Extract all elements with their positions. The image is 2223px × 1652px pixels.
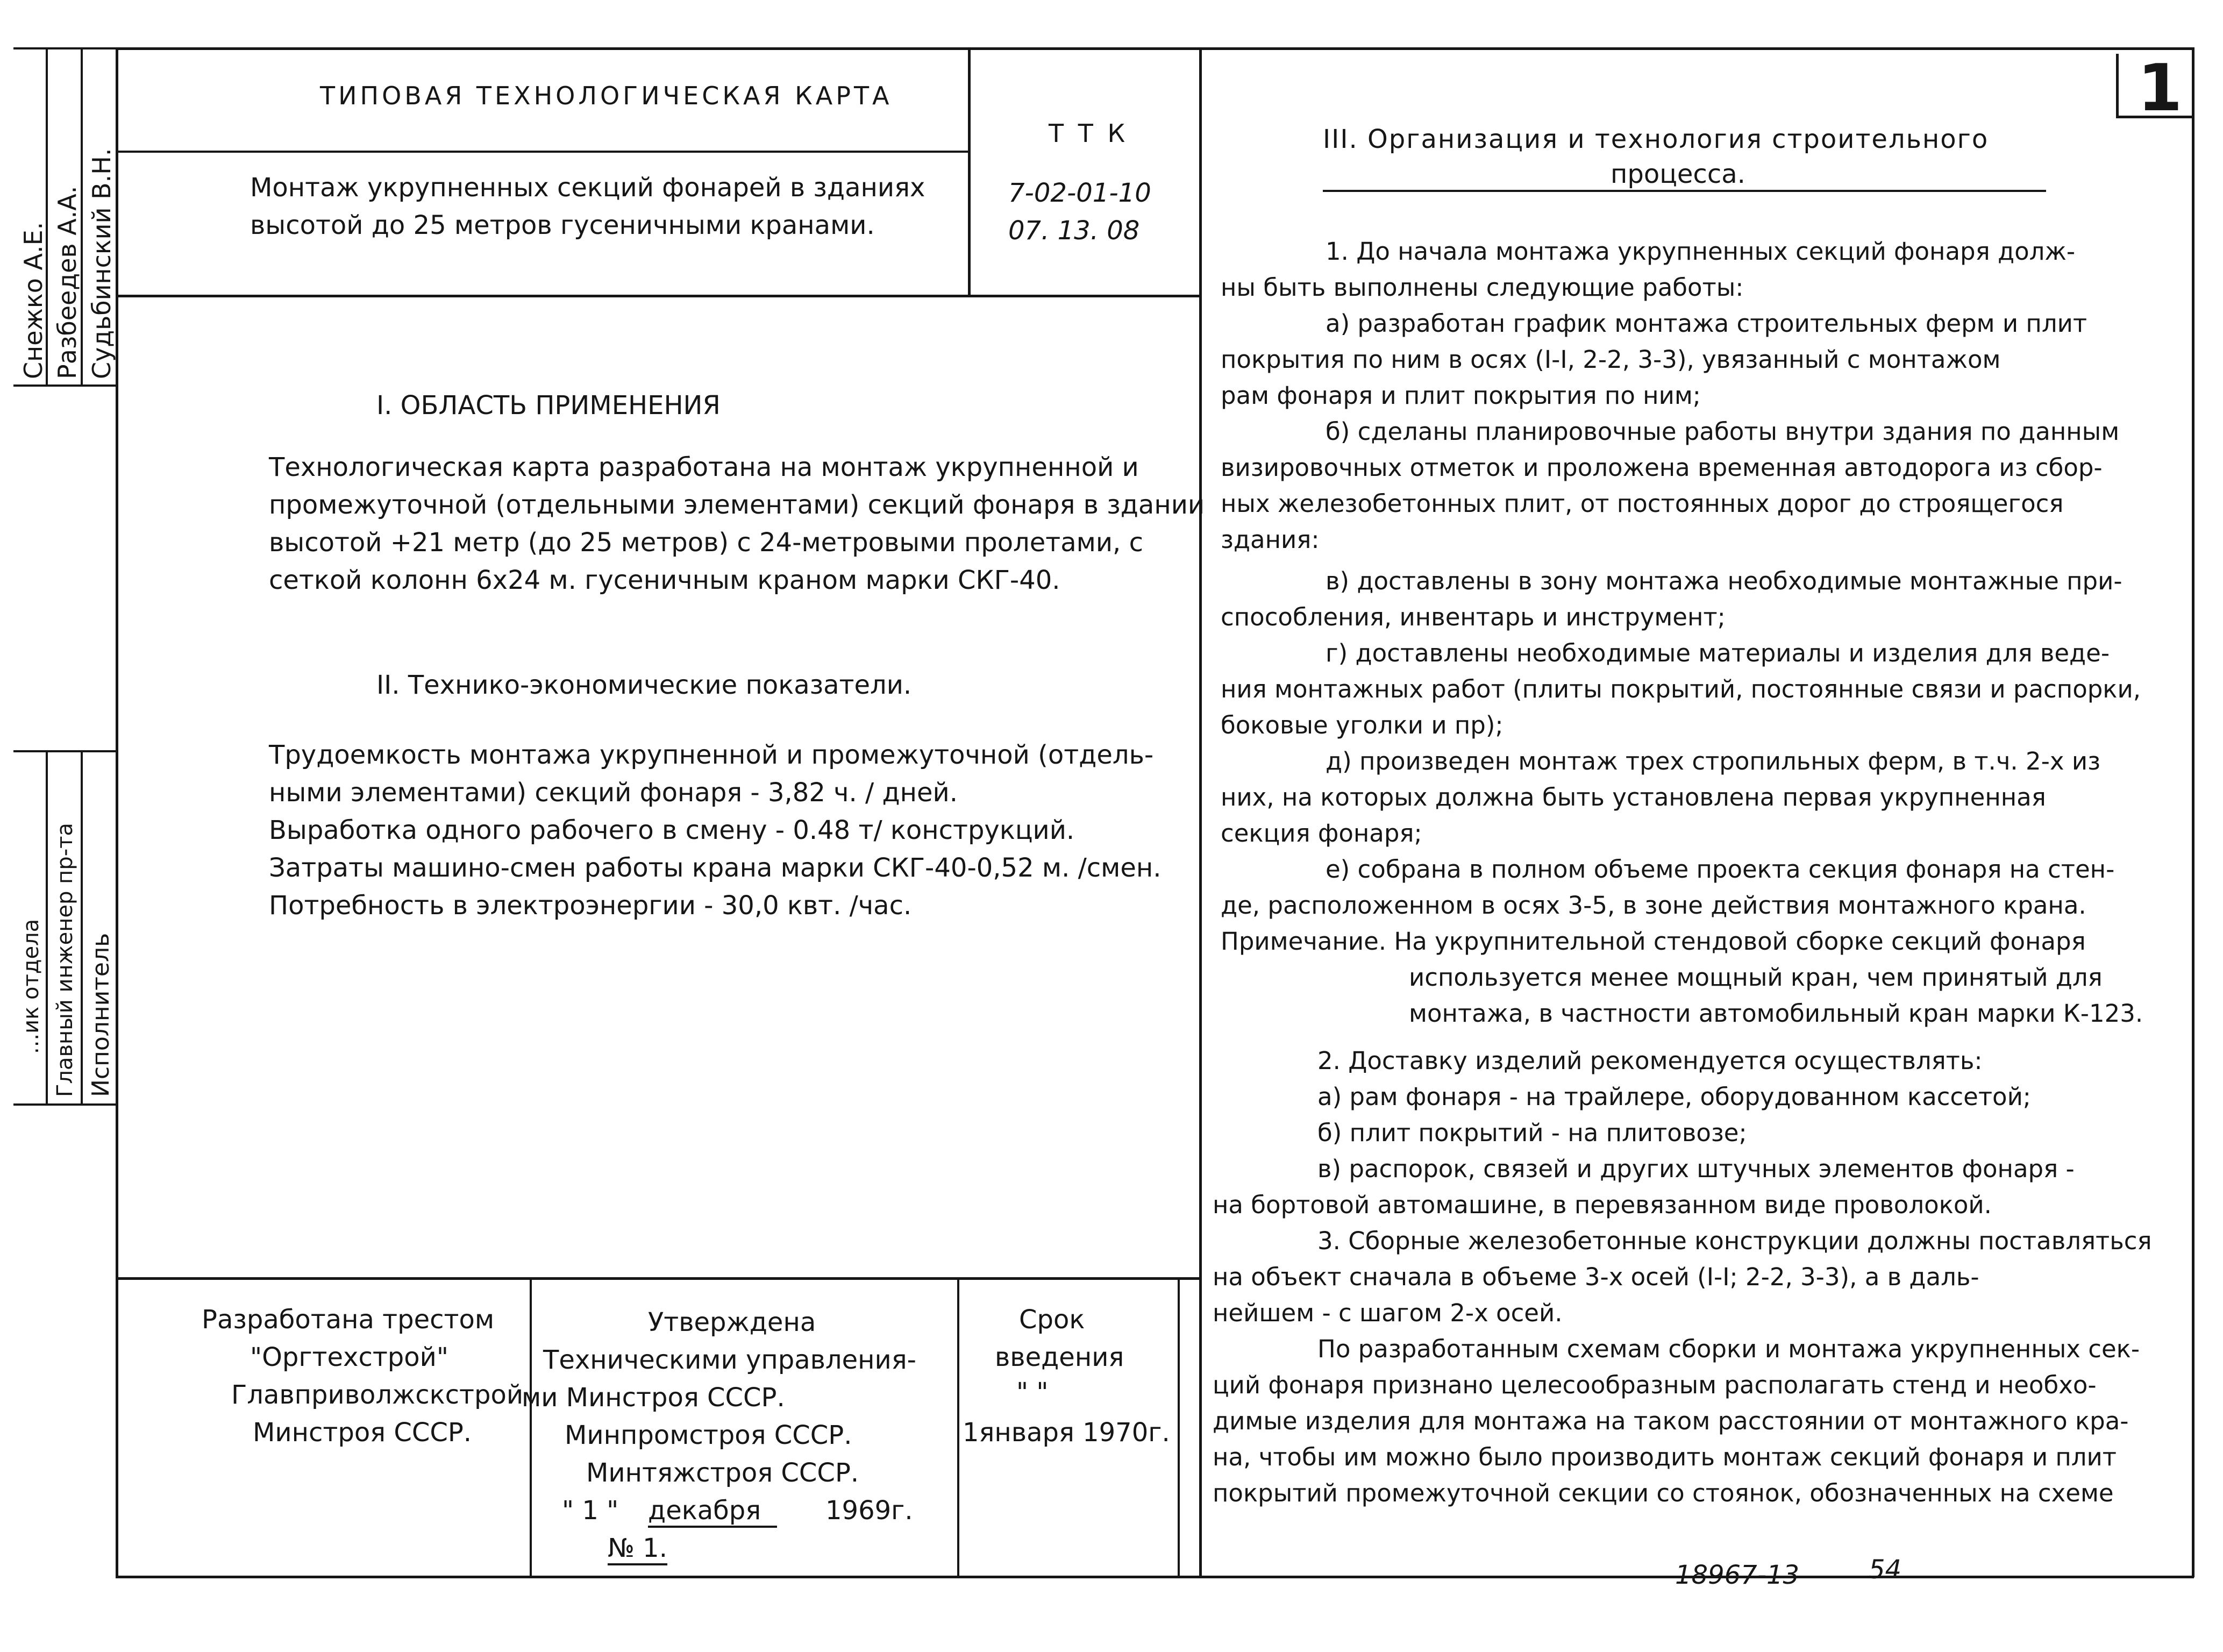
header-title: ТИПОВАЯ ТЕХНОЛОГИЧЕСКАЯ КАРТА	[320, 81, 893, 110]
approved-line-3: Минпромстроя СССР.	[565, 1420, 852, 1450]
footer-col-divider-3	[1178, 1277, 1180, 1576]
section3-line: Примечание. На укрупнительной стендовой сборке секций фонаря	[1221, 927, 2086, 956]
developer-line-3: Главприволжскстрой	[231, 1380, 524, 1410]
section2-heading: II. Технико-экономические показатели.	[376, 670, 912, 700]
section3-line: г) доставлены необходимые материалы и изделия для веде-	[1326, 639, 2110, 667]
section3-line: боковые уголки и пр);	[1221, 711, 1504, 739]
approved-number: № 1.	[608, 1535, 667, 1565]
section3-heading-underline	[1323, 190, 2046, 192]
header-subtitle-line-2: высотой до 25 метров гусеничными кранами.	[250, 210, 875, 240]
margin-name-3: Судьбинский В.Н.	[87, 148, 116, 379]
footer-col-divider-1	[530, 1277, 532, 1576]
section3-line: б) сделаны планировочные работы внутри здания по данным	[1326, 417, 2120, 446]
left-margin-role-top	[13, 750, 116, 752]
left-margin-role-bottom	[13, 1103, 116, 1106]
section3-line: ны быть выполнены следующие работы:	[1221, 273, 1744, 302]
term-date: 1января 1970г.	[963, 1418, 1170, 1448]
section3-line: рам фонаря и плит покрытия по ним;	[1221, 381, 1701, 410]
ttk-code-1: 7-02-01-10	[1008, 178, 1151, 208]
developer-line-4: Минстроя СССР.	[253, 1418, 472, 1448]
section3-line: монтажа, в частности автомобильный кран марки К-123.	[1409, 999, 2143, 1028]
section1-line: промежуточной (отдельными элементами) секций фонаря в здании	[269, 490, 1205, 520]
footer-col-divider-2	[957, 1277, 959, 1576]
section3-line: в) доставлены в зону монтажа необходимые монтажные при-	[1326, 567, 2122, 595]
margin-name-1: Снежко А.Е.	[19, 222, 48, 379]
sheet-number-box-left	[2116, 54, 2119, 118]
section3-line: здания:	[1221, 525, 1320, 554]
approved-line-4: Минтяжстроя СССР.	[586, 1458, 859, 1488]
section3-line: них, на которых должна быть установлена первая укрупненная	[1221, 783, 2046, 811]
term-subtitle: введения	[995, 1342, 1124, 1372]
margin-role-1: ...ик отдела	[19, 918, 44, 1054]
section2-line: Затраты машино-смен работы крана марки СКГ-40-0,52 м. /смен.	[269, 853, 1162, 883]
ttk-code-2: 07. 13. 08	[1008, 216, 1140, 246]
outer-frame-top	[116, 47, 2194, 50]
section3-line: на, чтобы им можно было производить монтаж секций фонаря и плит	[1213, 1443, 2117, 1471]
approved-date-month: декабря	[648, 1498, 777, 1528]
section2-line: Выработка одного рабочего в смену - 0.48 т/ конструкций.	[269, 815, 1075, 845]
section3-line: б) плит покрытий - на плитовозе;	[1317, 1119, 1747, 1147]
approved-title: Утверждена	[648, 1307, 816, 1337]
left-frame-top-line	[13, 47, 116, 49]
section3-line: димые изделия для монтажа на таком расстоянии от монтажного кра-	[1213, 1407, 2129, 1435]
section3-line: 2. Доставку изделий рекомендуется осуществлять:	[1317, 1046, 1983, 1075]
section3-line: в) распорок, связей и других штучных элементов фонаря -	[1317, 1155, 2075, 1183]
header-title-underline	[116, 151, 970, 153]
developer-line-1: Разработана трестом	[202, 1305, 495, 1335]
ttk-label: Т Т К	[1049, 119, 1129, 148]
section3-line: д) произведен монтаж трех стропильных ферм, в т.ч. 2-х из	[1326, 747, 2101, 775]
main-vertical-divider	[1199, 47, 1202, 1577]
section3-line: используется менее мощный кран, чем принятый для	[1409, 963, 2103, 992]
section3-line: ций фонаря признано целесообразным располагать стенд и необхо-	[1213, 1371, 2097, 1399]
term-quotes: " "	[1016, 1377, 1049, 1407]
margin-role-3: Исполнитель	[87, 932, 115, 1097]
section3-line: способления, инвентарь и инструмент;	[1221, 603, 1726, 631]
section2-line: ными элементами) секций фонаря - 3,82 ч. / дней.	[269, 778, 958, 808]
section3-line: покрытий промежуточной секции со стоянок, обозначенных на схеме	[1213, 1479, 2114, 1507]
header-left-divider	[968, 47, 971, 296]
section3-line: покрытия по ним в осях (I-I, 2-2, 3-3), увязанный с монтажом	[1221, 345, 2001, 374]
developer-line-2: "Оргтехстрой"	[250, 1342, 448, 1372]
left-margin-role-col-2	[81, 750, 83, 1105]
section1-heading: I. ОБЛАСТЬ ПРИМЕНЕНИЯ	[376, 390, 721, 421]
section3-heading-line-1: III. Организация и технология строительного	[1323, 124, 1989, 154]
header-subtitle-line-1: Монтаж укрупненных секций фонарей в зданиях	[250, 173, 925, 203]
section3-line: а) разработан график монтажа строительных ферм и плит	[1326, 309, 2087, 338]
section1-line: Технологическая карта разработана на монтаж укрупненной и	[269, 452, 1139, 482]
term-title: Срок	[1019, 1305, 1085, 1335]
section3-heading-line-2: процесса.	[1611, 159, 1745, 189]
section3-line: По разработанным схемам сборки и монтажа укрупненных сек-	[1317, 1335, 2140, 1363]
outer-frame-right	[2192, 47, 2194, 1577]
section3-line: нейшем - с шагом 2-х осей.	[1213, 1299, 1563, 1327]
approved-line-1: Техническими управления-	[543, 1345, 916, 1375]
section1-line: сеткой колонн 6х24 м. гусеничным краном марки СКГ-40.	[269, 565, 1060, 595]
section3-line: ния монтажных работ (плиты покрытий, постоянные связи и распорки,	[1221, 675, 2141, 703]
left-margin-mid-line	[13, 384, 116, 387]
approved-date-prefix: " 1 "	[562, 1496, 619, 1526]
header-bottom-line	[116, 295, 1201, 297]
section3-line: ных железобетонных плит, от постоянных дорог до строящегося	[1221, 489, 2064, 518]
section3-line: де, расположенном в осях 3-5, в зоне действия монтажного крана.	[1221, 891, 2086, 920]
footer-top-line	[116, 1277, 1201, 1280]
section2-line: Трудоемкость монтажа укрупненной и промежуточной (отдель-	[269, 740, 1154, 770]
approved-date-year: 1969г.	[825, 1496, 913, 1526]
sheet-number: 1	[2138, 51, 2183, 126]
section3-line: е) собрана в полном объеме проекта секция фонаря на стен-	[1326, 855, 2115, 884]
margin-role-2: Главный инженер пр-та	[53, 823, 77, 1097]
section3-line: а) рам фонаря - на трайлере, оборудованном кассетой;	[1317, 1083, 2031, 1111]
bottom-stamp-code: 18967-13	[1675, 1560, 1800, 1590]
section3-line: 1. До начала монтажа укрупненных секций фонаря долж-	[1326, 237, 2076, 266]
section3-line: 3. Сборные железобетонные конструкции должны поставляться	[1317, 1227, 2152, 1255]
left-margin-role-col-1	[46, 750, 48, 1105]
section1-line: высотой +21 метр (до 25 метров) с 24-метровыми пролетами, с	[269, 528, 1143, 558]
bottom-stamp-page: 54	[1869, 1555, 1902, 1585]
section3-line: визировочных отметок и проложена временная автодорога из сбор-	[1221, 453, 2103, 482]
section3-line: на бортовой автомашине, в перевязанном виде проволокой.	[1213, 1191, 1992, 1219]
approved-line-2: ми Минстроя СССР.	[522, 1383, 785, 1413]
section3-line: секция фонаря;	[1221, 819, 1422, 848]
section2-line: Потребность в электроэнергии - 30,0 квт. /час.	[269, 891, 912, 921]
section3-line: на объект сначала в объеме 3-х осей (I-I; 2-2, 3-3), а в даль-	[1213, 1263, 1979, 1291]
margin-name-2: Разбеедев А.А.	[53, 186, 82, 379]
